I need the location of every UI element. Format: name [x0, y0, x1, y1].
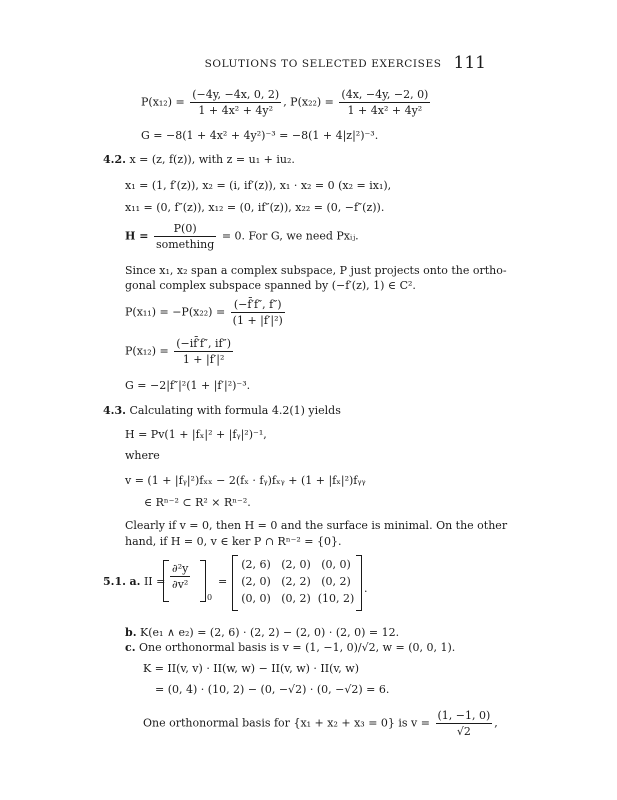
ex41-p12-fraction [190, 88, 281, 117]
ex42-p11-fraction [231, 298, 285, 327]
ex51-part-b [125, 626, 399, 639]
matrix-cell: (0, 2) [321, 575, 351, 588]
last-fraction-numerator: (1, −1, 0) [437, 709, 491, 722]
ex41-p12-numerator: (−4y, −4x, 0, 2) [192, 88, 280, 101]
matrix-cell: (0, 0) [321, 558, 351, 571]
ex41-p22-lhs: , P(x₂₂) = [283, 95, 334, 109]
ex41-p12-denominator: 1 + 4x² + 4y² [198, 104, 274, 117]
ex51-k-line1: K = II(v, v) · II(w, w) − II(v, w) · II(v, w) [143, 662, 359, 675]
ex51-part-c [125, 641, 455, 654]
ex43-heading [103, 404, 341, 417]
ex51-ii-lhs: II = [143, 575, 166, 588]
ex42-p11-line [125, 298, 287, 327]
ex42-since-line2: gonal complex subspace spanned by (−f′(z), 1) ∈ C². [125, 279, 416, 292]
ex42-since-line1: Since x₁, x₂ span a complex subspace, P just projects onto the ortho- [125, 264, 507, 277]
ex43-line3: v = (1 + |fᵧ|²)fₓₓ − 2(fₓ · fᵧ)fₓᵧ + (1 + |fₓ|²)fᵧᵧ [125, 474, 366, 487]
ex42-heading [103, 153, 295, 166]
ex41-g-line: G = −8(1 + 4x² + 4y²)⁻³ = −8(1 + 4|z|²)⁻³. [141, 129, 379, 142]
ex42-line2: x₁ = (1, f′(z)), x₂ = (i, if′(z)), x₁ · x₂ = 0 (x₂ = ix₁), [125, 179, 392, 192]
matrix-cell: (2, 0) [241, 575, 271, 588]
ex41-projections [141, 88, 432, 117]
ex51-derivative-bracket [163, 560, 213, 604]
ex51-part-b-text: K(e₁ ∧ e₂) = (2, 6) · (2, 2) − (2, 0) · (2, 0) = 12. [140, 626, 400, 639]
ex51-last-text: One orthonormal basis for {x₁ + x₂ + x₃ = 0} is v = [143, 716, 430, 730]
matrix-cell: (2, 0) [281, 558, 311, 571]
ex51-part-b-label: b. [125, 626, 137, 639]
ex42-h-rhs: = 0. For G, we need Pxᵢⱼ. [221, 229, 359, 243]
derivative-right-bracket [200, 560, 206, 602]
matrix-cell: (0, 0) [241, 592, 271, 605]
ex43-line4: ∈ Rⁿ⁻² ⊂ R² × Rⁿ⁻². [144, 496, 251, 509]
ex42-line3: x₁₁ = (0, f″(z)), x₁₂ = (0, if″(z)), x₂₂ = (0, −f″(z)). [125, 201, 385, 214]
ex41-p22-fraction [339, 88, 430, 117]
ex43-line6: hand, if H = 0, v ∈ ker P ∩ Rⁿ⁻² = {0}. [125, 535, 342, 548]
ex42-h-line [125, 222, 359, 251]
ex42-p12-numerator: (−if̄′f″, if″) [176, 337, 231, 350]
ex41-p12-lhs: P(x₁₂) = [141, 95, 185, 109]
ex42-h-fraction [154, 222, 216, 251]
ex43-line2: H = Pv(1 + |fₓ|² + |fᵧ|²)⁻¹, [125, 428, 267, 441]
ex51-k-line2: = (0, 4) · (10, 2) − (0, −√2) · (0, −√2) = 6. [155, 683, 390, 696]
ex43-line5: Clearly if v = 0, then H = 0 and the surface is minimal. On the other [125, 519, 508, 532]
ex42-p11-lhs: P(x₁₁) = −P(x₂₂) = [125, 305, 226, 319]
ex51-last-fraction [436, 709, 493, 738]
derivative-denominator: ∂v² [172, 578, 189, 591]
ex51-equals: = [218, 575, 228, 588]
last-fraction-denominator: √2 [456, 725, 471, 738]
matrix-cell: (2, 6) [241, 558, 271, 571]
ex41-p22-denominator: 1 + 4x² + 4y² [347, 104, 423, 117]
second-fundamental-form-matrix [232, 555, 362, 611]
ex42-g-line: G = −2|f″|²(1 + |f′|²)⁻³. [125, 379, 251, 392]
ex42-p12-line [125, 337, 235, 366]
ex51-last-tail: , [494, 716, 498, 730]
derivative-subscript: 0 [207, 593, 213, 602]
matrix-cell: (10, 2) [317, 592, 355, 605]
running-header [205, 52, 486, 72]
ex42-h-denominator: something [155, 238, 215, 251]
ex42-p12-lhs: P(x₁₂) = [125, 344, 169, 358]
ex42-p12-fraction [174, 337, 233, 366]
ex42-p12-denominator: 1 + |f′|² [182, 353, 225, 366]
ex51-part-a-label: a. [129, 575, 141, 588]
ex51-label: 5.1. [103, 575, 126, 588]
ex51-last-line [143, 709, 498, 738]
ex42-p11-numerator: (−f̄′f″, f″) [231, 298, 285, 313]
ex41-p22-numerator: (4x, −4y, −2, 0) [341, 88, 429, 101]
matrix-cell: (2, 2) [281, 575, 311, 588]
ex43-line1: Calculating with formula 4.2(1) yields [129, 404, 341, 417]
matrix-cell: (0, 2) [281, 592, 311, 605]
ex42-label: 4.2. [103, 153, 126, 166]
ex43-where: where [125, 449, 160, 462]
page-number: 111 [453, 53, 486, 73]
ex51-part-c-label: c. [125, 641, 136, 654]
ex51-part-c-text: One orthonormal basis is v = (1, −1, 0)/√2, w = (0, 0, 1). [139, 641, 456, 654]
ex42-p11-denominator: (1 + |f′|²) [232, 314, 283, 327]
derivative-fraction-wrap [168, 562, 192, 591]
header-title: SOLUTIONS TO SELECTED EXERCISES [204, 58, 442, 70]
ex42-h-numerator: P(0) [154, 222, 216, 237]
ex43-label: 4.3. [103, 404, 126, 417]
ex42-line1: x = (z, f(z)), with z = u₁ + iu₂. [129, 153, 295, 166]
matrix-right-bracket [356, 555, 362, 611]
matrix-period: . [364, 582, 368, 595]
ex51-derivative-fraction [170, 562, 190, 591]
ex42-h-lhs: H = [125, 229, 149, 243]
ex51-heading [103, 575, 165, 588]
derivative-numerator: ∂²y [172, 562, 189, 575]
